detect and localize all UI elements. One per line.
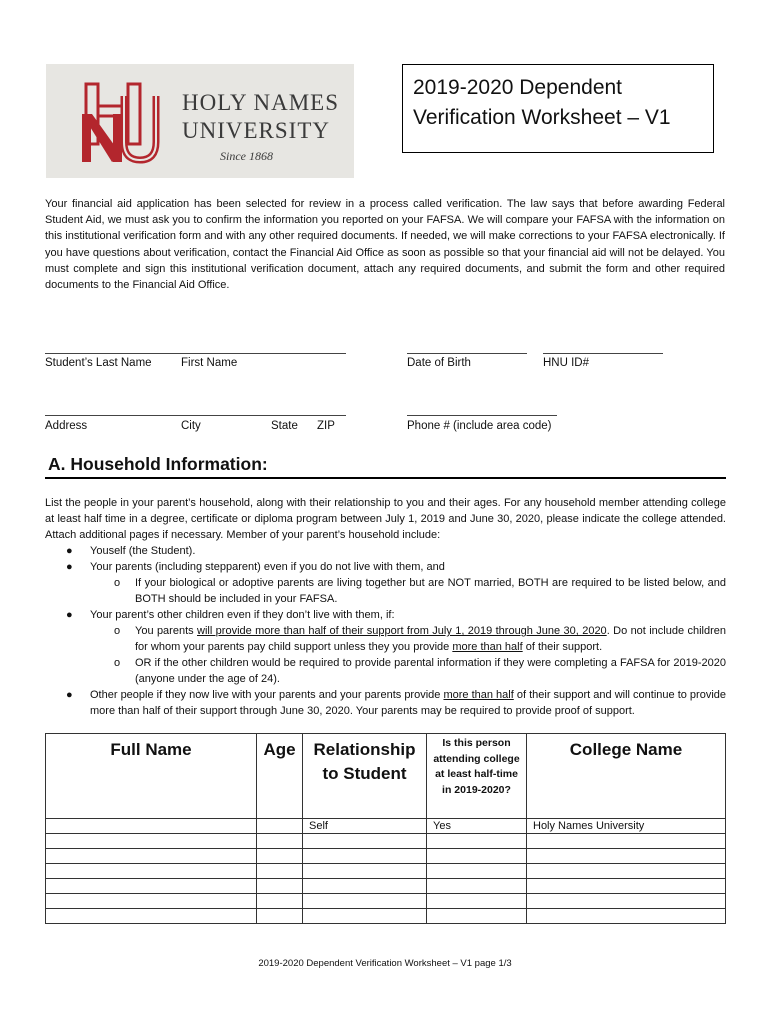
table-cell-relationship[interactable]: Self — [303, 819, 427, 834]
table-cell-name[interactable] — [46, 864, 257, 879]
table-cell-attending[interactable] — [427, 849, 527, 864]
table-row — [46, 894, 726, 909]
title-line-2: Verification Worksheet – V1 — [413, 106, 671, 129]
table-cell-relationship[interactable] — [303, 849, 427, 864]
dob-field-line[interactable] — [407, 353, 527, 354]
table-cell-age[interactable] — [257, 909, 303, 924]
phone-field-line[interactable] — [407, 415, 557, 416]
list-item — [45, 543, 726, 559]
underlined-text: will provide more than half of their support from July 1, 2019 through June 30, 2020 — [197, 625, 607, 637]
bullet-icon: ● — [66, 609, 73, 621]
table-cell-attending[interactable] — [427, 909, 527, 924]
household-intro: List the people in your parent’s household, along with their relationship to you and their ages. For any household member attending college at least half time in a degree, certificate or diploma program between July 1, 2019 and June 30, 2020, please indicate the college attended. Attach additional pages if necessary. Member of your parent’s household include: — [45, 497, 726, 541]
table-cell-name[interactable] — [46, 849, 257, 864]
table-cell-age[interactable] — [257, 819, 303, 834]
intro-paragraph: Your financial aid application has been selected for review in a process called verification. The law says that before awarding Federal Student Aid, we must ask you to confirm the information you reported on your FAFSA. We will compare your FAFSA with the information on this institutional verification form and with any other required documents. If needed, we will make corrections to your FAFSA electronically. If you have questions about verification, contact the Financial Aid Office as soon as possible so that your financial aid will not be delayed. You must complete and sign this institutional verification document, attach any required documents, and submit the form and other required documents to the Financial Aid Office. — [45, 198, 725, 292]
table-cell-name[interactable] — [46, 909, 257, 924]
table-cell-name[interactable] — [46, 894, 257, 909]
last-name-label: Student’s Last Name — [45, 357, 152, 369]
hnu-id-field-line[interactable] — [543, 353, 663, 354]
section-a-heading: A. Household Information: — [48, 454, 268, 474]
table-cell-attending[interactable] — [427, 894, 527, 909]
col-college: College Name — [527, 734, 726, 819]
table-cell-age[interactable] — [257, 849, 303, 864]
dob-label: Date of Birth — [407, 357, 471, 369]
bullet-text: of their support and will continue to provide more than half of their support through June 30, 2020. Your parents may be required to provide proof of support. — [90, 689, 726, 717]
table-cell-age[interactable] — [257, 894, 303, 909]
sub-bullet-text: OR if the other children would be required to provide parental information if they were completing a FAFSA for 2019-2020 (anyone under the age of 24). — [135, 657, 726, 685]
bullet-text: Youself (the Student). — [90, 545, 196, 557]
phone-label: Phone # (include area code) — [407, 420, 552, 432]
bullet-icon: ● — [66, 545, 73, 557]
circle-bullet-icon: o — [114, 625, 121, 637]
logo-line-1: HOLY NAMES — [182, 90, 339, 115]
address-field-line[interactable] — [45, 415, 346, 416]
document-title-box — [402, 64, 714, 153]
hnu-id-label: HNU ID# — [543, 357, 590, 369]
sub-bullet-text: . Do not include children for whom your parents pay child support unless they you provide — [135, 625, 726, 653]
table-cell-age[interactable] — [257, 879, 303, 894]
state-label: State — [271, 420, 298, 432]
address-label: Address — [45, 420, 88, 432]
sub-bullet-text: If your biological or adoptive parents are living together but are NOT married, BOTH are required to be listed below, and BOTH should be included in your FAFSA. — [135, 577, 726, 605]
bullet-text: Your parents (including stepparent) even if you do not live with them, and — [90, 561, 445, 573]
table-cell-name[interactable] — [46, 819, 257, 834]
logo-since: Since 1868 — [220, 149, 273, 163]
table-cell-attending[interactable] — [427, 834, 527, 849]
bullet-text: Your parent’s other children even if they don’t live with them, if: — [90, 609, 395, 621]
city-label: City — [181, 420, 201, 432]
table-cell-attending[interactable] — [427, 864, 527, 879]
table-cell-age[interactable] — [257, 864, 303, 879]
table-cell-attending[interactable]: Yes — [427, 819, 527, 834]
table-cell-name[interactable] — [46, 879, 257, 894]
sub-bullet-text: of their support. — [522, 641, 603, 653]
col-attending: Is this person attending college at least half-time in 2019-2020? — [427, 734, 527, 819]
title-line-1: 2019-2020 Dependent — [413, 76, 623, 99]
table-row — [46, 909, 726, 924]
col-relationship: Relationship to Student — [303, 734, 427, 819]
first-name-label: First Name — [181, 357, 238, 369]
table-cell-college[interactable] — [527, 894, 726, 909]
bullet-text: Other people if they now live with your parents and your parents provide — [90, 689, 444, 701]
table-cell-college[interactable] — [527, 834, 726, 849]
bullet-icon: ● — [66, 689, 73, 701]
table-cell-relationship[interactable] — [303, 864, 427, 879]
table-cell-relationship[interactable] — [303, 879, 427, 894]
table-cell-name[interactable] — [46, 834, 257, 849]
table-cell-age[interactable] — [257, 834, 303, 849]
underlined-text: more than half — [452, 641, 523, 653]
table-cell-college[interactable] — [527, 864, 726, 879]
col-full-name: Full Name — [46, 734, 257, 819]
table-row — [46, 864, 726, 879]
table-row — [46, 849, 726, 864]
bullet-icon: ● — [66, 561, 73, 573]
table-cell-relationship[interactable] — [303, 909, 427, 924]
table-row — [46, 879, 726, 894]
list-item — [45, 687, 726, 719]
household-table — [45, 733, 726, 924]
table-cell-relationship[interactable] — [303, 894, 427, 909]
university-logo — [46, 64, 354, 178]
list-item — [45, 607, 726, 623]
table-cell-attending[interactable] — [427, 879, 527, 894]
sub-bullet-text: You parents — [135, 625, 198, 637]
sub-list-item — [45, 623, 726, 655]
sub-list-item — [45, 575, 726, 607]
table-row — [46, 819, 726, 834]
circle-bullet-icon: o — [114, 577, 121, 589]
name-field-line[interactable] — [45, 353, 346, 354]
household-instructions — [45, 495, 726, 719]
page-footer: 2019-2020 Dependent Verification Worksheet – V1 page 1/3 — [258, 958, 512, 969]
logo-line-2: UNIVERSITY — [182, 118, 330, 143]
hnu-monogram-icon — [76, 76, 176, 172]
table-cell-college[interactable] — [527, 849, 726, 864]
table-cell-college[interactable] — [527, 909, 726, 924]
underlined-text: more than half — [443, 689, 514, 701]
circle-bullet-icon: o — [114, 657, 121, 669]
table-cell-college[interactable]: Holy Names University — [527, 819, 726, 834]
list-item — [45, 559, 726, 575]
table-header-row — [46, 734, 726, 819]
table-row — [46, 834, 726, 849]
table-cell-relationship[interactable] — [303, 834, 427, 849]
table-cell-college[interactable] — [527, 879, 726, 894]
sub-list-item — [45, 655, 726, 687]
zip-label: ZIP — [317, 420, 335, 432]
section-divider — [45, 477, 726, 479]
col-age: Age — [257, 734, 303, 819]
